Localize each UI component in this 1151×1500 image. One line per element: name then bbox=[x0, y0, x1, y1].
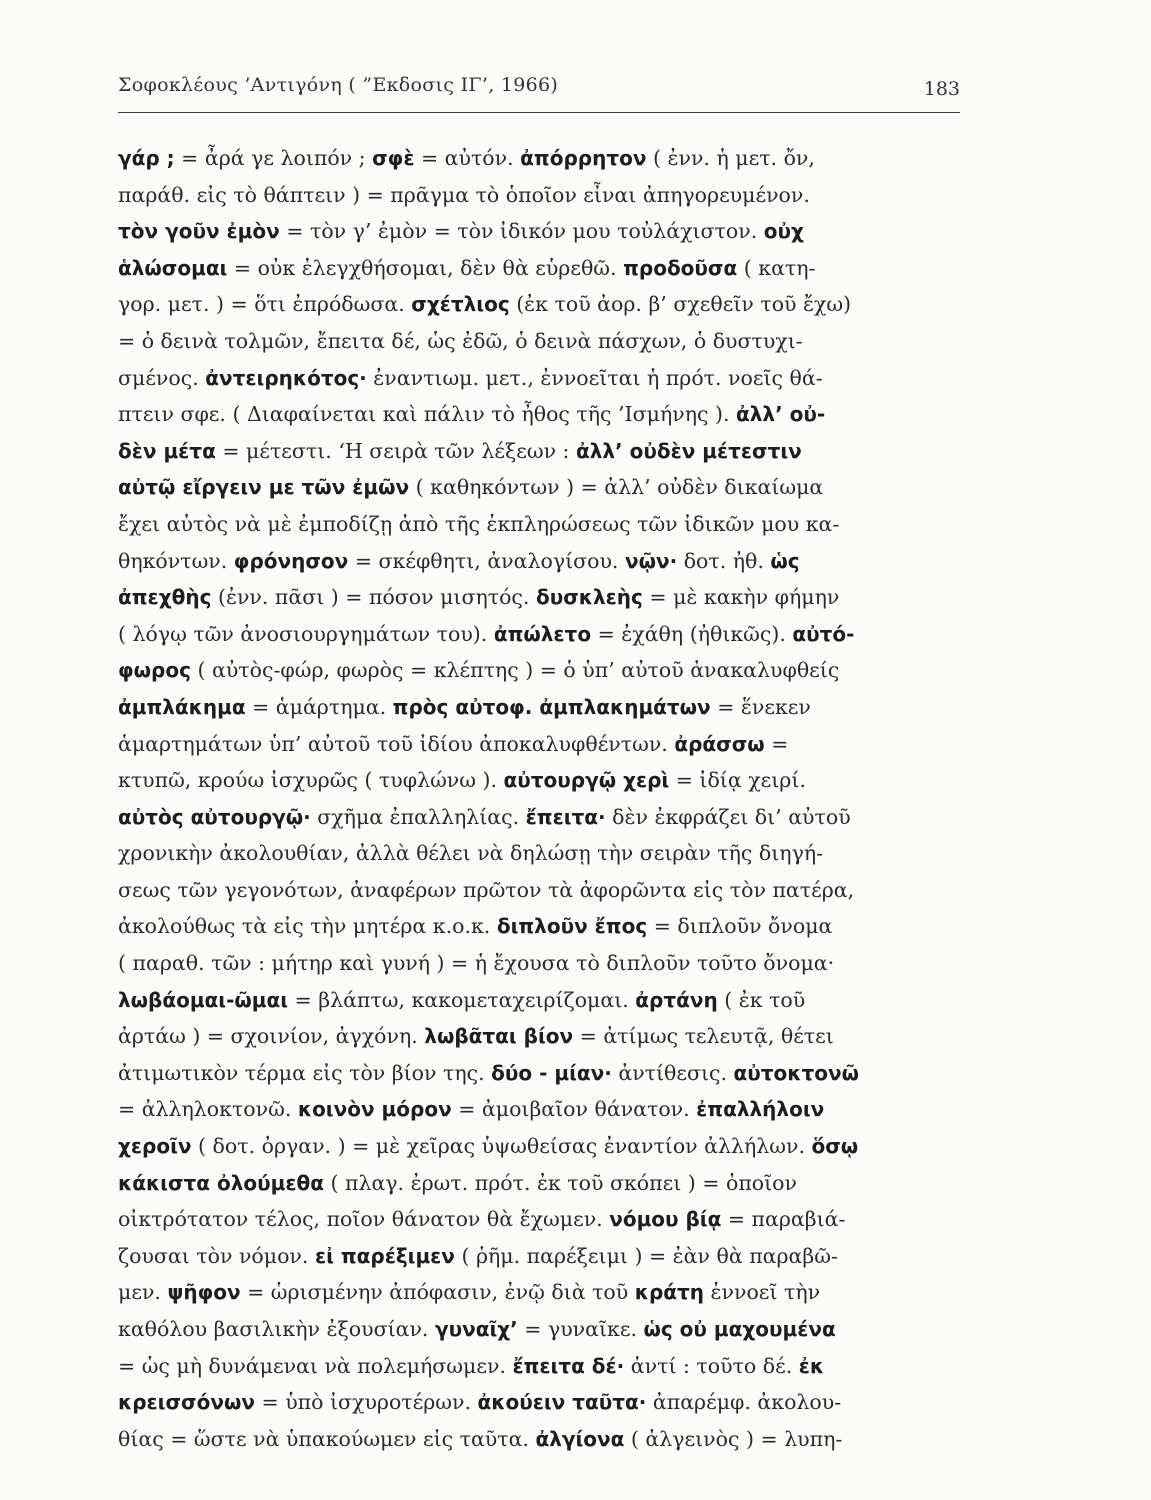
lemma-term: φρόνησον bbox=[233, 548, 349, 573]
lemma-term: κράτη bbox=[634, 1280, 705, 1305]
gloss-text: καθόλου βασιλικὴν ἐξουσίαν. bbox=[118, 1317, 435, 1341]
gloss-text: γορ. μετ. ) = ὅτι ἐπρόδωσα. bbox=[118, 292, 412, 317]
lemma-term: προδοῦσα bbox=[623, 255, 738, 280]
running-head bbox=[118, 72, 960, 113]
lemma-term: ἀπόρρητον bbox=[520, 146, 647, 170]
text-line bbox=[118, 945, 960, 982]
gloss-text: = μέτεστι. ‘Η σειρὰ τῶν λέξεων : bbox=[215, 438, 576, 463]
gloss-text: δοτ. ἠθ. bbox=[677, 548, 771, 573]
text-line bbox=[118, 1421, 960, 1458]
gloss-text: = ὁ δεινὰ τολμῶν, ἔπειτα δέ, ὡς ἐδῶ, ὁ δεινὰ πάσχων, ὁ δυστυχι- bbox=[118, 328, 803, 353]
lemma-term: ἐκ bbox=[798, 1353, 825, 1378]
gloss-text: = μὲ κακὴν φήμην bbox=[642, 585, 840, 610]
lemma-term: διπλοῦν ἔπος bbox=[496, 914, 648, 939]
lemma-term: ἀντειρηκότος· bbox=[205, 365, 367, 390]
gloss-text: ἁμαρτημάτων ὑπ’ αὐτοῦ τοῦ ἰδίου ἀποκαλυφθέντων. bbox=[118, 731, 675, 756]
text-line bbox=[118, 360, 960, 397]
text-line bbox=[118, 1165, 960, 1202]
lemma-term: κρεισσόνων bbox=[118, 1390, 255, 1415]
lemma-term: ὅσῳ bbox=[811, 1134, 859, 1159]
gloss-text: ἀπαρέμφ. ἀκολου- bbox=[646, 1390, 842, 1415]
lemma-term: δυσκλεὴς bbox=[535, 585, 643, 610]
gloss-text: ( ῥῆμ. παρέξειμι ) = ἐὰν θὰ παραβῶ- bbox=[454, 1243, 838, 1268]
lemma-term: οὐχ bbox=[763, 219, 804, 244]
gloss-text: ( πλαγ. ἐρωτ. πρότ. ἐκ τοῦ σκόπει ) = ὁποῖον bbox=[323, 1170, 797, 1195]
gloss-text: δὲν ἐκφράζει δι’ αὐτοῦ bbox=[605, 804, 851, 829]
lemma-term: αὐτὸς αὐτουργῷ· bbox=[118, 804, 311, 829]
lemma-term: αὐτουργῷ χερὶ bbox=[503, 768, 670, 793]
commentary-body bbox=[118, 140, 960, 1457]
lemma-term: ἀράσσω bbox=[674, 731, 765, 756]
text-line bbox=[118, 286, 960, 323]
text-line bbox=[118, 1384, 960, 1421]
gloss-text: = ἰδίᾳ χειρί. bbox=[669, 768, 806, 793]
gloss-text: = διπλοῦν ὄνομα bbox=[647, 914, 833, 939]
text-line bbox=[118, 396, 960, 433]
lemma-term: σχέτλιος bbox=[411, 292, 510, 317]
gloss-text: = ἆρά γε λοιπόν ; bbox=[174, 146, 373, 170]
text-line bbox=[118, 726, 960, 763]
lemma-term: ἔπειτα δέ· bbox=[512, 1353, 625, 1378]
gloss-text: ( καθηκόντων ) = ἀλλ’ οὐδὲν δικαίωμα bbox=[409, 475, 824, 500]
gloss-text: = bbox=[764, 731, 789, 756]
lemma-term: αὐτοκτονῶ bbox=[733, 1060, 860, 1085]
text-line bbox=[118, 1018, 960, 1055]
text-line bbox=[118, 908, 960, 945]
gloss-text: μεν. bbox=[118, 1280, 168, 1305]
gloss-text: σεως τῶν γεγονότων, ἀναφέρων πρῶτον τὰ ἀφορῶντα εἰς τὸν πατέρα, bbox=[118, 877, 855, 902]
gloss-text: ( λόγῳ τῶν ἀνοσιουργημάτων του). bbox=[118, 621, 494, 646]
text-line bbox=[118, 579, 960, 616]
gloss-text: ἀτιμωτικὸν τέρμα εἰς τὸν βίον της. bbox=[118, 1060, 492, 1085]
gloss-text: κτυπῶ, κρούω ἰσχυρῶς ( τυφλώνω ). bbox=[118, 768, 504, 793]
gloss-text: ( παραθ. τῶν : μήτηρ καὶ γυνή ) = ἡ ἔχουσα τὸ διπλοῦν τοῦτο ὄνομα· bbox=[118, 951, 835, 976]
lemma-term: σφὲ bbox=[372, 146, 415, 170]
lemma-term: δύο - μίαν· bbox=[491, 1060, 612, 1085]
text-line bbox=[118, 323, 960, 360]
gloss-text: = ἀμοιβαῖον θάνατον. bbox=[451, 1097, 697, 1122]
running-title: Σοφοκλέους ’Αντιγόνη ( ”Εκδοσις ΙΓ’, 1966) bbox=[118, 74, 559, 96]
gloss-text: ἐννοεῖ τὴν bbox=[704, 1280, 821, 1305]
text-line bbox=[118, 762, 960, 799]
text-line bbox=[118, 1201, 960, 1238]
text-line bbox=[118, 616, 960, 653]
text-line bbox=[118, 543, 960, 580]
lemma-term: ἁλώσομαι bbox=[118, 255, 228, 280]
text-line bbox=[118, 506, 960, 543]
gloss-text: ἀκολούθως τὰ εἰς τὴν μητέρα κ.ο.κ. bbox=[118, 914, 497, 939]
gloss-text: = βλάπτω, κακομεταχειρίζομαι. bbox=[288, 987, 636, 1012]
text-line bbox=[118, 689, 960, 726]
text-line bbox=[118, 1311, 960, 1348]
gloss-text: ἀρτάω ) = σχοινίον, ἀγχόνη. bbox=[118, 1024, 425, 1049]
lemma-term: ἔπειτα· bbox=[525, 804, 606, 829]
gloss-text: ζουσαι τὸν νόμον. bbox=[118, 1243, 315, 1268]
lemma-term: ἀρτάνη bbox=[635, 987, 718, 1012]
lemma-term: ἐπαλλήλοιν bbox=[696, 1097, 825, 1122]
gloss-text: = οὐκ ἐλεγχθήσομαι, δὲν θὰ εὑρεθῶ. bbox=[227, 255, 624, 280]
lemma-term: κάκιστα ὀλούμεθα bbox=[118, 1170, 324, 1195]
gloss-text: = ἀλληλοκτονῶ. bbox=[118, 1097, 298, 1122]
gloss-text: ( δοτ. ὀργαν. ) = μὲ χεῖρας ὑψωθείσας ἐναντίον ἀλλήλων. bbox=[191, 1134, 812, 1159]
text-line bbox=[118, 1128, 960, 1165]
gloss-text: χρονικὴν ἀκολουθίαν, ἀλλὰ θέλει νὰ δηλώσῃ τὴν σειρὰν τῆς διηγή- bbox=[118, 841, 824, 866]
lemma-term: χεροῖν bbox=[118, 1134, 192, 1159]
gloss-text: παράθ. εἰς τὸ θάπτειν ) = πρᾶγμα τὸ ὁποῖον εἶναι ἀπηγορευμένον. bbox=[118, 182, 810, 207]
gloss-text: = ὡς μὴ δυνάμεναι νὰ πολεμήσωμεν. bbox=[118, 1353, 513, 1378]
gloss-text: ἀντίθεσις. bbox=[611, 1060, 734, 1085]
gloss-text: θίας = ὥστε νὰ ὑπακούωμεν εἰς ταῦτα. bbox=[118, 1426, 536, 1451]
lemma-term: ἀπεχθὴς bbox=[118, 585, 212, 610]
text-line bbox=[118, 1274, 960, 1311]
text-line bbox=[118, 469, 960, 506]
text-line bbox=[118, 213, 960, 250]
text-line bbox=[118, 872, 960, 909]
text-line bbox=[118, 652, 960, 689]
text-line bbox=[118, 1055, 960, 1092]
lemma-term: νόμου βίᾳ bbox=[609, 1207, 722, 1232]
lemma-term: ἀπώλετο bbox=[493, 621, 592, 646]
lemma-term: πρὸς αὐτοφ. ἀμπλακημάτων bbox=[392, 694, 711, 719]
gloss-text: = ἁμάρτημα. bbox=[245, 694, 393, 719]
lemma-term: νῷν· bbox=[624, 548, 678, 573]
gloss-text: ( ἐνν. ἡ μετ. ὄν, bbox=[646, 146, 815, 170]
text-line bbox=[118, 1091, 960, 1128]
lemma-term: εἰ παρέξιμεν bbox=[314, 1243, 455, 1268]
lemma-term: γάρ ; bbox=[118, 146, 175, 170]
lemma-term: λωβᾶται βίον bbox=[424, 1024, 574, 1049]
gloss-text: = αὐτόν. bbox=[414, 146, 521, 170]
gloss-text: = ὡρισμένην ἀπόφασιν, ἐνῷ διὰ τοῦ bbox=[240, 1280, 635, 1305]
gloss-text: σχῆμα ἐπαλληλίας. bbox=[310, 804, 526, 829]
lemma-term: γυναῖχ’ bbox=[434, 1317, 518, 1341]
lemma-term: φωρος bbox=[118, 658, 191, 683]
gloss-text: = σκέφθητι, ἀναλογίσου. bbox=[348, 548, 625, 573]
gloss-text: ( αὐτὸς-φώρ, φωρὸς = κλέπτης ) = ὁ ὑπ’ αὐτοῦ ἀνακαλυφθείς bbox=[190, 658, 840, 683]
gloss-text: = ἀτίμως τελευτᾷ, θέτει bbox=[573, 1024, 834, 1049]
lemma-term: ὡς οὐ μαχουμένα bbox=[643, 1317, 836, 1341]
gloss-text: ( ἀλγεινὸς ) = λυπη- bbox=[624, 1426, 843, 1451]
gloss-text: (ἐκ τοῦ ἀορ. β’ σχεθεῖν τοῦ ἔχω) bbox=[509, 292, 852, 317]
lemma-term: ψῆφον bbox=[167, 1280, 241, 1305]
lemma-term: ἀλγίονα bbox=[535, 1426, 625, 1451]
gloss-text: = γυναῖκε. bbox=[517, 1317, 644, 1341]
gloss-text: ( ἐκ τοῦ bbox=[717, 987, 806, 1012]
text-line bbox=[118, 433, 960, 470]
text-line bbox=[118, 1238, 960, 1275]
lemma-term: ἀμπλάκημα bbox=[118, 694, 246, 719]
gloss-text: = ὑπὸ ἰσχυροτέρων. bbox=[254, 1390, 478, 1415]
text-line bbox=[118, 177, 960, 214]
gloss-text: = ἕνεκεν bbox=[710, 694, 811, 719]
lemma-term: κοινὸν μόρον bbox=[297, 1097, 452, 1122]
gloss-text: ἐναντιωμ. μετ., ἐννοεῖται ἡ πρότ. νοεῖς θά- bbox=[366, 365, 823, 390]
gloss-text: οἰκτρότατον τέλος, ποῖον θάνατον θὰ ἔχωμεν. bbox=[118, 1207, 610, 1232]
gloss-text: (ἐνν. πᾶσι ) = πόσον μισητός. bbox=[211, 585, 536, 610]
text-line bbox=[118, 799, 960, 836]
gloss-text: = ἐχάθη (ἠθικῶς). bbox=[591, 621, 793, 646]
gloss-text: ἀντί : τοῦτο δέ. bbox=[624, 1353, 799, 1378]
lemma-term: αὐτῷ εἴργειν με τῶν ἐμῶν bbox=[118, 475, 410, 500]
lemma-term: αὐτό- bbox=[792, 621, 855, 646]
gloss-text: ἔχει αὐτὸς νὰ μὲ ἐμποδίζῃ ἀπὸ τῆς ἐκπληρώσεως τῶν ἰδικῶν μου κα- bbox=[118, 511, 840, 536]
lemma-term: ἀλλ’ οὐδὲν μέτεστιν bbox=[575, 438, 802, 463]
text-line bbox=[118, 835, 960, 872]
text-line bbox=[118, 982, 960, 1019]
text-line bbox=[118, 250, 960, 287]
lemma-term: λωβάομαι-ῶμαι bbox=[118, 987, 289, 1012]
lemma-term: ὡς bbox=[770, 548, 800, 573]
gloss-text: ( κατη- bbox=[737, 255, 816, 280]
gloss-text: θηκόντων. bbox=[118, 548, 234, 573]
lemma-term: τὸν γοῦν ἐμὸν bbox=[118, 219, 280, 244]
lemma-term: ἀλλ’ οὐ- bbox=[736, 402, 826, 427]
text-line bbox=[118, 140, 960, 177]
gloss-text: σμένος. bbox=[118, 365, 206, 390]
gloss-text: = παραβιά- bbox=[721, 1207, 846, 1232]
lemma-term: ἀκούειν ταῦτα· bbox=[477, 1390, 647, 1415]
gloss-text: πτειν σφε. ( Διαφαίνεται καὶ πάλιν τὸ ἦθος τῆς ’Ισμήνης ). bbox=[118, 402, 737, 427]
gloss-text: = τὸν γ’ ἐμὸν = τὸν ἰδικόν μου τοὐλάχιστον. bbox=[279, 219, 764, 244]
text-line bbox=[118, 1348, 960, 1385]
page-number: 183 bbox=[923, 78, 960, 100]
lemma-term: δὲν μέτα bbox=[118, 438, 216, 463]
